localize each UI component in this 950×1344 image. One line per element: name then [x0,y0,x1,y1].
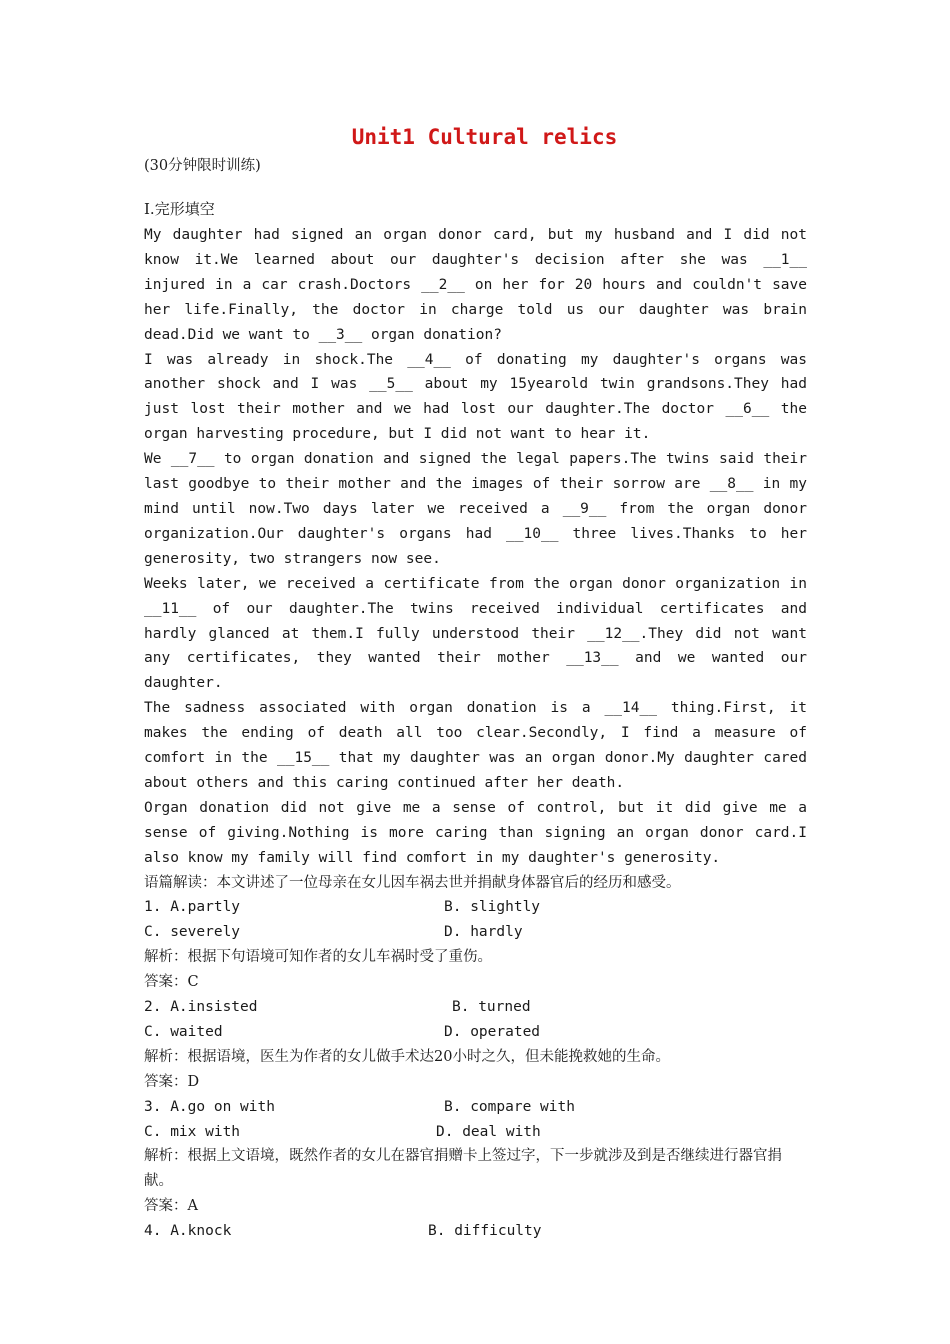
cloze-passage [144,223,807,871]
analysis: 解析：根据上文语境，既然作者的女儿在器官捐赠卡上签过字，下一步就涉及到是否继续进行器官捐献。 [144,1148,782,1190]
analysis: 解析：根据语境，医生为作者的女儿做手术达20小时之久，但未能挽救她的生命。 [144,1048,670,1065]
option-a: 2. A.insisted [144,999,258,1016]
question-2 [144,995,807,1095]
option-d: D. deal with [436,1123,541,1140]
option-d: D. operated [444,1023,541,1040]
time-limit-note: (30分钟限时训练) [144,158,261,174]
option-d: D. hardly [444,924,523,941]
section-heading: I.完形填空 [144,200,215,218]
option-b: B. slightly [444,899,541,916]
passage-paragraph: Organ donation did not give me a sense of control, but it did give me a sense of giving.Nothing is more caring than signing an organ donor card.I also know my family will find comfort in my daughter's generosity. [144,799,807,866]
option-c: C. mix with [144,1123,241,1140]
answer: 答案：A [144,1198,198,1215]
passage-paragraph: My daughter had signed an organ donor card, but my husband and I did not know it.We learned about our daughter's decision after she was __1__ injured in a car crash.Doctors __2__ on her for 20 hours and couldn't save her life.Finally, the doctor in charge told us our daughter was brain dead.Did we want to __3__ organ donation? [144,227,807,343]
passage-summary: 语篇解读：本文讲述了一位母亲在女儿因车祸去世并捐献身体器官后的经历和感受。 [144,874,681,891]
option-a: 1. A.partly [144,899,241,916]
passage-paragraph: The sadness associated with organ donation is a __14__ thing.First, it makes the ending of death all too clear.Secondly, I find a measure of comfort in the __15__ that my daughter was an organ donor.My daughter cared about others and this caring continued after her death. [144,700,807,791]
passage-paragraph: I was already in shock.The __4__ of donating my daughter's organs was another shock and I was __5__ about my 15yearold twin grandsons.They had just lost their mother and we had lost our daughter.The doctor __6__ the organ harvesting procedure, but I did not want to hear it. [144,351,807,443]
question-4 [144,1219,807,1244]
option-a: 4. A.knock [144,1223,232,1240]
document-page [144,118,807,1244]
page-title: Unit1 Cultural relics [351,125,618,149]
question-1 [144,895,807,995]
option-b: B. difficulty [428,1223,542,1240]
option-b: B. compare with [444,1098,575,1115]
option-a: 3. A.go on with [144,1098,275,1115]
question-3 [144,1095,807,1219]
analysis: 解析：根据下句语境可知作者的女儿车祸时受了重伤。 [144,949,492,966]
option-c: C. waited [144,1023,223,1040]
answer: 答案：D [144,1073,200,1090]
option-b: B. turned [452,999,531,1016]
passage-paragraph: Weeks later, we received a certificate from the organ donor organization in __11__ of our daughter.The twins received individual certificates and hardly glanced at them.I fully understood their __12__.They did not want any certificates, they wanted their mother __13__ and we wanted our daughter. [144,575,807,692]
answer: 答案：C [144,974,199,991]
option-c: C. severely [144,924,241,941]
passage-paragraph: We __7__ to organ donation and signed the legal papers.The twins said their last goodbye to their mother and the images of their sorrow are __8__ in my mind until now.Two days later we received a __9__ from the organ donor organization.Our daughter's organs had __10__ three lives.Thanks to her generosity, two strangers now see. [144,451,807,567]
